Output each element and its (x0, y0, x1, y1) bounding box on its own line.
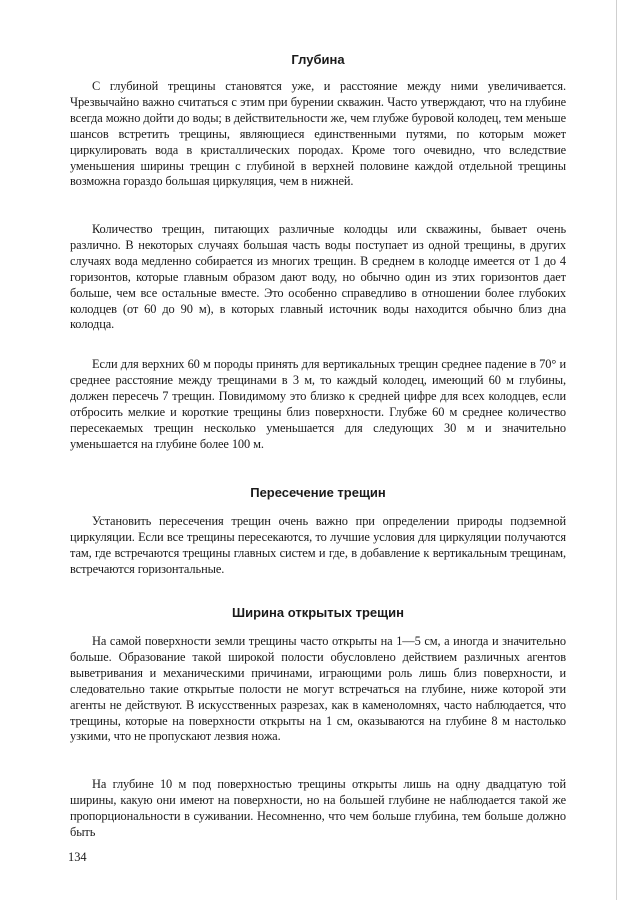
paragraph-width-2: На глубине 10 м под поверхностью трещины открыты лишь на одну двадцатую той ширины, какую они имеют на поверхности, но на большей глубине не наблюдается такой же пропорциональности в суживании. Несомненно, что чем больше глубина, тем больше должно быть (70, 777, 566, 839)
paragraph-depth-3: Если для верхних 60 м породы принять для вертикальных трещин среднее падение в 70° и среднее расстояние между трещинами в 3 м, то каждый колодец, имеющий 60 м глубины, должен пересечь 7 трещин. Повидимому это близко к средней цифре для всех колодцев, если отбросить мелкие и короткие трещины близ поверхности. Глубже 60 м среднее количество пересекаемых трещин несколько уменьшается для следующих 30 м и значительно уменьшается на глубине более 100 м. (70, 357, 566, 451)
page-edge-rule (616, 0, 617, 900)
paragraph-depth-2: Количество трещин, питающих различные колодцы или скважины, бывает очень различно. В некоторых случаях большая часть воды поступает из одной трещины, в других случаях вода медленно собирается из многих трещин. В среднем в колодце имеется от 1 до 4 горизонтов, которые главным образом дают воду, но обычно один из этих горизонтов дает больше, чем все остальные вместе. Это особенно справедливо в отношении более глубоких колодцев (от 60 до 90 м), в которых главный источник воды находится обычно близ дна колодца. (70, 222, 566, 332)
paragraph-width-1: На самой поверхности земли трещины часто открыты на 1—5 см, а иногда и значительно больше. Образование такой широкой полости обусловлено действием различных агентов выветривания и механическими причинами, играющими роль лишь близ поверхности, и следовательно такие открытые полости не могут встречаться на глубине, ниже которой эти агенты не действуют. В искусственных разрезах, как в каменоломнях, часто наблюдается, что трещины, которые на поверхности открыты на 1 см, оказываются на глубине 8 м настолько узкими, что не пропускают лезвия ножа. (70, 634, 566, 744)
section-heading-intersection: Пересечение трещин (250, 485, 386, 500)
section-heading-depth: Глубина (291, 52, 345, 67)
section-heading-width: Ширина открытых трещин (232, 605, 404, 620)
paragraph-intersection-1: Установить пересечения трещин очень важно при определении природы подземной циркуляции. Если все трещины пересекаются, то лучшие условия для циркуляции получаются там, где встречаются трещины главных систем и где, в добавление к вертикальным трещинам, встречаются горизонтальные. (70, 514, 566, 576)
paragraph-depth-1: С глубиной трещины становятся уже, и расстояние между ними увеличивается. Чрезвычайно важно считаться с этим при бурении скважин. Часто утверждают, что на глубине всегда можно дойти до воды; в действительности же, чем глубже буровой колодец, тем меньше шансов встретить трещины, являющиеся единственными путями, по которым может циркулировать вода в кристаллических породах. Кроме того очевидно, что вследствие уменьшения ширины трещин с глубиной в верхней половине каждой отдельной трещины возможна гораздо большая циркуляция, чем в нижней. (70, 79, 566, 189)
page-number: 134 (68, 850, 87, 864)
